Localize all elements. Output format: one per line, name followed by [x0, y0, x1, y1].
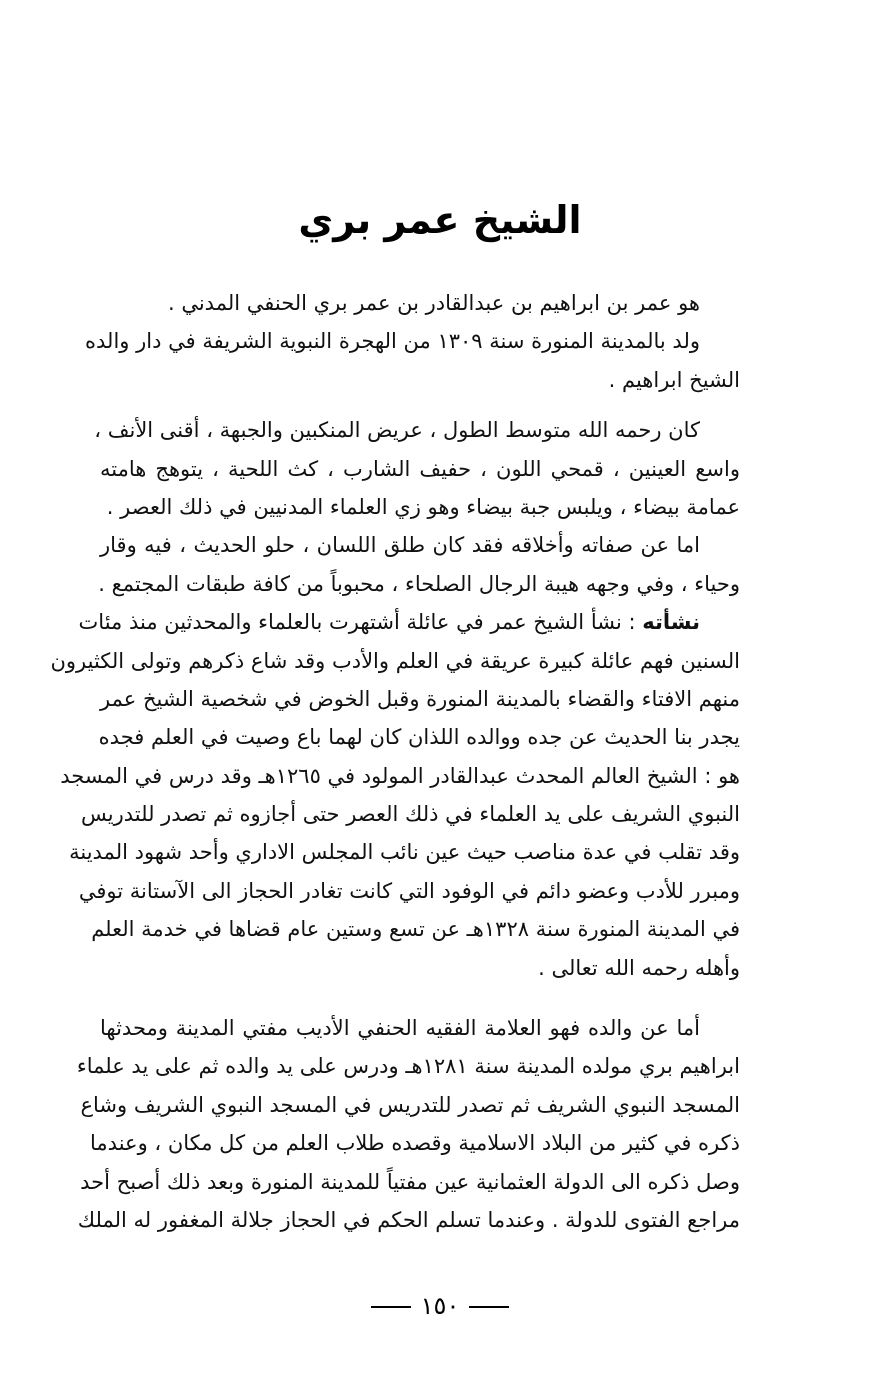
folio-dash-left — [371, 1306, 411, 1308]
paragraph-5-line-2: السنين فهم عائلة كبيرة عريقة في العلم والأدب وقد شاع ذكرهم وتولى الكثيرون — [50, 648, 740, 673]
paragraph-6-line-1: أما عن والده فهو العلامة الفقيه الحنفي الأديب مفتي المدينة ومحدثها — [100, 1016, 700, 1041]
paragraph-6-line-6: مراجع الفتوى للدولة . وعندما تسلم الحكم في الحجاز جلالة المغفور له الملك — [77, 1207, 740, 1232]
paragraph-5-line-4: يجدر بنا الحديث عن جده ووالده اللذان كان لهما باع وصيت في العلم فجده — [98, 725, 740, 750]
body-text — [50, 284, 740, 1239]
paragraph-5-line-9: في المدينة المنورة سنة ١٣٢٨هـ عن تسع وستين عام قضاها في خدمة العلم — [91, 917, 740, 942]
paragraph-2-line-2: الشيخ ابراهيم . — [608, 367, 740, 392]
paragraph-3-line-3: عمامة بيضاء ، ويلبس جبة بيضاء وهو زي العلماء المدنيين في ذلك العصر . — [106, 494, 740, 519]
paragraph-5-line-6: النبوي الشريف على يد العلماء في ذلك العصر حتى أجازوه ثم تصدر للتدريس — [81, 802, 740, 827]
paragraph-4-line-1: اما عن صفاته وأخلاقه فقد كان طلق اللسان ، حلو الحديث ، فيه وقار — [100, 533, 700, 558]
paragraph-6-line-2: ابراهيم بري مولده المدينة سنة ١٢٨١هـ ودرس على يد والده ثم على يد علماء — [76, 1054, 740, 1079]
paragraph-6-line-4: ذكره في كثير من البلاد الاسلامية وقصده طلاب العلم من كل مكان ، وعندما — [90, 1131, 740, 1156]
paragraph-4-line-2: وحياء ، وفي وجهه هيبة الرجال الصلحاء ، محبوباً من كافة طبقات المجتمع . — [98, 571, 740, 596]
paragraph-2-line-1: ولد بالمدينة المنورة سنة ١٣٠٩ من الهجرة النبوية الشريفة في دار والده — [85, 329, 700, 354]
paragraph-gap — [100, 399, 740, 411]
paragraph-5-line-1 — [78, 603, 740, 641]
paragraph-5-line-5: هو : الشيخ العالم المحدث عبدالقادر المولود في ١٢٦٥هـ وقد درس في المسجد — [60, 763, 740, 788]
paragraph-5-line-1-text: : نشأ الشيخ عمر في عائلة أشتهرت بالعلماء والمحدثين منذ مئات — [78, 610, 636, 635]
paragraph-6-line-5: وصل ذكره الى الدولة العثمانية عين مفتياً للمدينة المنورة وبعد ذلك أصبح أحد — [80, 1169, 740, 1194]
paragraph-1-line-1: هو عمر بن ابراهيم بن عبدالقادر بن عمر بري الحنفي المدني . — [167, 291, 700, 315]
page-number — [0, 1288, 880, 1324]
paragraph-6-line-3: المسجد النبوي الشريف ثم تصدر للتدريس في المسجد النبوي الشريف وشاع — [80, 1092, 740, 1117]
paragraph-gap — [100, 987, 740, 1009]
paragraph-5-line-10: وأهله رحمه الله تعالى . — [538, 955, 740, 980]
folio-dash-right — [469, 1306, 509, 1308]
paragraph-5-line-7: وقد تقلب في عدة مناصب حيث عين نائب المجلس الاداري وأحد شهود المدينة — [69, 840, 740, 865]
page-title: الشيخ عمر بري — [298, 198, 582, 242]
paragraph-5-line-3: منهم الافتاء والقضاء بالمدينة المنورة وقبل الخوض في شخصية الشيخ عمر — [100, 686, 740, 711]
page-number-text: ١٥٠ — [420, 1292, 460, 1320]
section-lead-upbringing: نشأته — [642, 610, 700, 635]
paragraph-3-line-2: واسع العينين ، قمحي اللون ، حفيف الشارب ، كث اللحية ، يتوهج هامته — [100, 456, 740, 481]
paragraph-5-line-8: ومبرر للأدب وعضو دائم في الوفود التي كانت تغادر الحجاز الى الآستانة توفي — [78, 878, 740, 903]
paragraph-3-line-1: كان رحمه الله متوسط الطول ، عريض المنكبين والجبهة ، أقنى الأنف ، — [94, 418, 700, 443]
